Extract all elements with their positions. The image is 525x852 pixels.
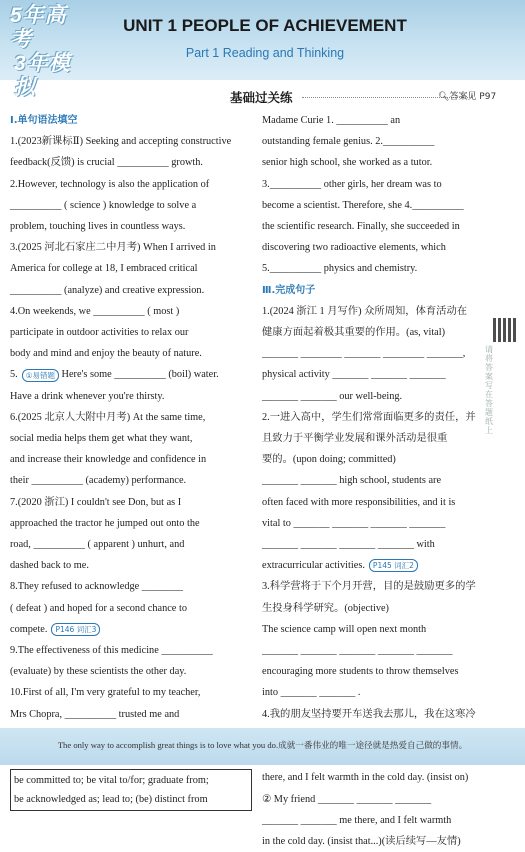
question-text: 2.However, technology is also the application of bbox=[10, 178, 210, 190]
question-line bbox=[10, 619, 252, 640]
question-text: in the cold day. (insist that...)(读后续写—友情) bbox=[262, 835, 461, 847]
question-text: _______ _______ _______ _______ with bbox=[262, 539, 435, 551]
question-line bbox=[262, 301, 502, 322]
question-line bbox=[262, 598, 502, 619]
question-text: compete. bbox=[10, 623, 48, 635]
question-text: often faced with more responsibilities, and it is bbox=[262, 496, 456, 508]
question-text: _______ _______ high school, students are bbox=[262, 475, 442, 487]
question-text: Mrs Chopra, __________ trusted me and bbox=[10, 708, 180, 720]
question-text: there, and I felt warmth in the cold day. (insist on) bbox=[262, 772, 469, 784]
question-line bbox=[262, 174, 502, 195]
question-text: participate in outdoor activities to relax our bbox=[10, 327, 189, 339]
question-text: feedback(反馈) is crucial __________ growth. bbox=[10, 157, 204, 169]
question-line bbox=[262, 576, 502, 597]
question-line bbox=[10, 195, 252, 216]
question-text: outstanding female genius. 2.__________ bbox=[262, 136, 435, 148]
question-text: vital to _______ _______ _______ _______ bbox=[262, 517, 446, 529]
question-text: approached the tractor he jumped out onto the bbox=[10, 517, 200, 529]
question-text: __________ (analyze) and creative expression. bbox=[10, 284, 205, 296]
question-line bbox=[10, 704, 252, 725]
search-icon: 🔍︎ bbox=[438, 92, 450, 102]
question-line bbox=[262, 131, 502, 152]
question-line bbox=[10, 343, 252, 364]
question-line bbox=[10, 322, 252, 343]
question-line bbox=[10, 492, 252, 513]
question-text: and increase their knowledge and confidence in bbox=[10, 454, 207, 466]
word-bank-line: be committed to; be vital to/for; graduate from; bbox=[14, 775, 209, 787]
question-line bbox=[10, 682, 252, 703]
question-line bbox=[10, 237, 252, 258]
question-text: dashed back to me. bbox=[10, 560, 89, 572]
question-text: road, __________ ( apparent ) unhurt, and bbox=[10, 539, 185, 551]
section-bar bbox=[230, 88, 510, 106]
question-line bbox=[262, 555, 502, 576]
question-text: 5.__________ physics and chemistry. bbox=[262, 263, 418, 275]
question-line bbox=[10, 470, 252, 491]
question-text: 且致力于平衡学业发展和课外活动是很重 bbox=[262, 433, 448, 445]
question-text: 4.On weekends, we __________ ( most ) bbox=[10, 305, 180, 317]
question-text: __________ ( science ) knowledge to solve a bbox=[10, 199, 197, 211]
question-text: ② My friend _______ _______ _______ bbox=[262, 793, 432, 805]
question-line bbox=[10, 661, 252, 682]
question-line bbox=[262, 195, 502, 216]
question-line bbox=[262, 767, 502, 788]
question-line bbox=[10, 152, 252, 173]
question-line bbox=[10, 513, 252, 534]
question-line bbox=[262, 428, 502, 449]
question-line bbox=[262, 513, 502, 534]
question-line bbox=[262, 661, 502, 682]
word-bank-line: be acknowledged as; lead to; (be) distinct from bbox=[14, 794, 208, 806]
question-line bbox=[10, 216, 252, 237]
question-text: 10.First of all, I'm very grateful to my teacher, bbox=[10, 687, 201, 699]
question-text: physical activity _______ _______ _______ bbox=[262, 369, 446, 381]
question-line bbox=[262, 704, 502, 725]
question-text: the scientific research. Finally, she succeeded in bbox=[262, 221, 460, 233]
question-text: 3.科学营将于下个月开营，目的是鼓励更多的学 bbox=[262, 581, 476, 593]
side-note: 请将答案写在答题纸上 bbox=[485, 345, 493, 435]
question-text: 健康方面起着极其重要的作用。(as, vital) bbox=[262, 327, 446, 339]
question-text: 9.The effectiveness of this medicine __________ bbox=[10, 645, 213, 657]
question-line bbox=[10, 555, 252, 576]
question-line bbox=[10, 386, 252, 407]
question-line bbox=[10, 407, 252, 428]
answer-reference[interactable]: 🔍︎答案见 P97 bbox=[438, 92, 497, 102]
question-text: body and mind and enjoy the beauty of nature. bbox=[10, 348, 202, 360]
question-line bbox=[262, 258, 502, 279]
question-line bbox=[262, 810, 502, 831]
logo-line-2: 3年模拟 bbox=[14, 52, 71, 99]
question-line bbox=[262, 216, 502, 237]
question-text: problem, touching lives in countless ways. bbox=[10, 221, 186, 233]
question-line bbox=[10, 301, 252, 322]
question-text: Have a drink whenever you're thirsty. bbox=[10, 390, 165, 402]
reference-tag[interactable]: P145 词汇2 bbox=[369, 559, 418, 572]
question-text: ( defeat ) and hoped for a second chance to bbox=[10, 602, 187, 614]
section-bar-title: 基础过关练 bbox=[230, 90, 293, 105]
question-line bbox=[262, 407, 502, 428]
part-title: Part 1 Reading and Thinking bbox=[185, 46, 345, 60]
question-text: 8.They refused to acknowledge ________ bbox=[10, 581, 183, 593]
footer-quote: The only way to accomplish great things is to love what you do.成就一番伟业的唯一途径就是热爱自己做的事情。 bbox=[57, 740, 468, 750]
question-text: Madame Curie 1. __________ an bbox=[262, 115, 401, 126]
word-bank-box bbox=[10, 769, 252, 811]
question-line bbox=[262, 343, 502, 364]
qr-code-icon[interactable] bbox=[493, 318, 517, 342]
question-line bbox=[262, 322, 502, 343]
question-line bbox=[262, 682, 502, 703]
question-text: extracurricular activities. bbox=[262, 560, 365, 572]
question-text: America for college at 18, I embraced critical bbox=[10, 263, 198, 275]
unit-title: UNIT 1 PEOPLE OF ACHIEVEMENT bbox=[123, 16, 407, 35]
brand-logo bbox=[10, 4, 88, 99]
question-text: _______ _______ our well-being. bbox=[262, 390, 403, 402]
question-line bbox=[10, 174, 252, 195]
question-line bbox=[10, 258, 252, 279]
question-text: encouraging more students to throw themselves bbox=[262, 666, 459, 678]
question-text: 3.(2025 河北石家庄二中月考) When I arrived in bbox=[10, 242, 216, 254]
question-text: 7.(2020 浙江) I couldn't see Don, but as I bbox=[10, 496, 182, 508]
question-line bbox=[262, 386, 502, 407]
question-text: social media helps them get what they want, bbox=[10, 433, 193, 445]
question-text: _______ ________ _______ ________ _______, bbox=[262, 348, 466, 360]
page-footer bbox=[0, 728, 525, 765]
question-text: 1.(2024 浙江 1 月写作) 众所周知，体育活动在 bbox=[262, 305, 468, 317]
question-line bbox=[262, 619, 502, 640]
reference-tag[interactable]: P146 词汇3 bbox=[51, 623, 100, 636]
question-text: into _______ _______ . bbox=[262, 687, 361, 699]
question-line bbox=[10, 449, 252, 470]
question-line bbox=[10, 364, 252, 385]
question-text: 4.我的朋友坚持要开车送我去那儿，我在这寒冷 bbox=[262, 708, 476, 720]
question-line bbox=[262, 449, 502, 470]
section-heading: Ⅲ.完成句子 bbox=[262, 284, 316, 296]
question-line bbox=[10, 280, 252, 301]
question-text: The science camp will open next month bbox=[262, 623, 427, 635]
question-line bbox=[262, 364, 502, 385]
question-text: 6.(2025 北京人大附中月考) At the same time, bbox=[10, 411, 206, 423]
question-text: 5. bbox=[10, 369, 18, 381]
left-column bbox=[10, 110, 252, 811]
question-line bbox=[10, 598, 252, 619]
question-line bbox=[10, 534, 252, 555]
question-text: 3.__________ other girls, her dream was to bbox=[262, 178, 442, 190]
question-text-rest: Here's some __________ (boil) water. bbox=[58, 369, 219, 381]
section-heading: Ⅰ.单句语法填空 bbox=[10, 115, 78, 126]
question-line bbox=[262, 110, 502, 131]
question-line bbox=[262, 152, 502, 173]
question-text: _______ _______ me there, and I felt warmth bbox=[262, 814, 452, 826]
question-line bbox=[262, 492, 502, 513]
question-text: become a scientist. Therefore, she 4.__________ bbox=[262, 199, 464, 211]
question-text: 生投身科学研究。(objective) bbox=[262, 602, 389, 614]
logo-line-1: 5年高考 bbox=[10, 4, 67, 51]
question-text: 2.一进入高中，学生们常常面临更多的责任，并 bbox=[262, 411, 476, 423]
reference-tag[interactable]: ①易错题 bbox=[22, 369, 59, 382]
question-text: their __________ (academy) performance. bbox=[10, 475, 187, 487]
question-text: discovering two radioactive elements, which bbox=[262, 242, 446, 254]
question-line bbox=[262, 831, 502, 852]
question-line bbox=[10, 131, 252, 152]
question-text: senior high school, she worked as a tutor. bbox=[262, 157, 433, 169]
question-line bbox=[262, 534, 502, 555]
question-text: 1.(2023新课标Ⅱ) Seeking and accepting constructive bbox=[10, 136, 232, 148]
question-line bbox=[262, 640, 502, 661]
question-line bbox=[262, 789, 502, 810]
question-line bbox=[10, 640, 252, 661]
question-text: 要的。(upon doing; committed) bbox=[262, 454, 396, 466]
question-line bbox=[262, 470, 502, 491]
question-line bbox=[10, 428, 252, 449]
question-text: (evaluate) by these scientists the other day. bbox=[10, 666, 187, 678]
question-text: _______ _______ _______ _______ _______ bbox=[262, 645, 453, 657]
question-line bbox=[262, 237, 502, 258]
question-line bbox=[10, 576, 252, 597]
